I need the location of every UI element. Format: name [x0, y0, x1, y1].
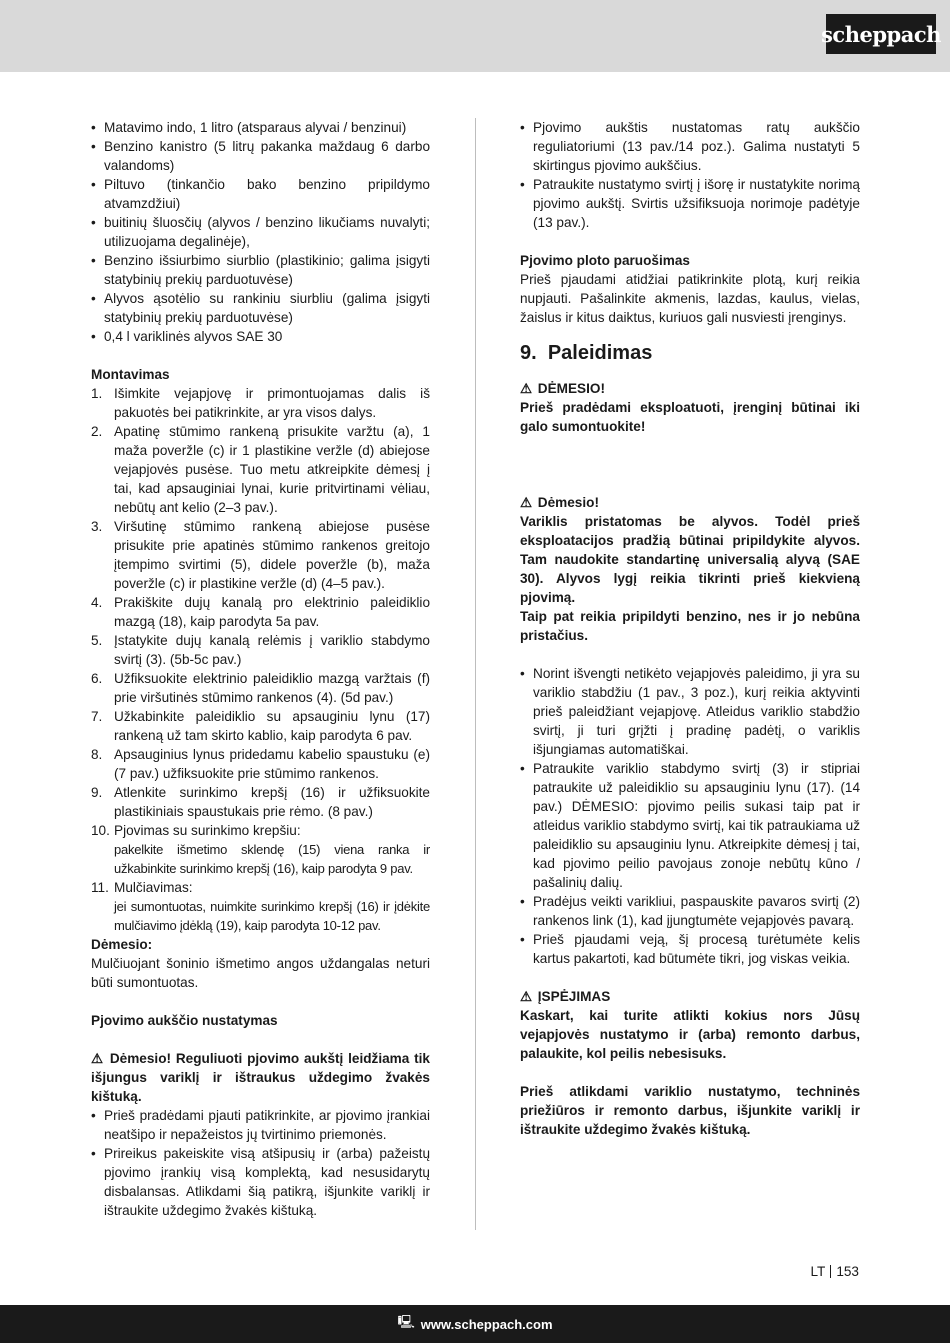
list-item: • Matavimo indo, 1 litro (atsparaus alyvai / benzinui) [91, 118, 430, 137]
list-item: • Piltuvo (tinkančio bako benzino pripildymo atvamzdžiui) [91, 175, 430, 213]
step-subtext: jei sumontuotas, nuimkite surinkimo krepšį (16) ir įdėkite mulčiavimo įdėklą (19), kaip parodyta 10-12 pav. [114, 899, 430, 933]
list-item [91, 783, 430, 821]
list-item: • Prireikus pakeiskite visą atšipusių ir (arba) pažeistų pjovimo įrankių visą komplektą, kad nesusidarytų disbalansas. Atlikdami šią patikrą, išjunkite variklį ir ištraukite uždegimo žvakės kištuką. [91, 1144, 430, 1220]
list-item [91, 422, 430, 517]
step-text: Apatinę stūmimo rankeną prisukite varžtu (a), 1 maža poveržle (c) ir 1 plastikine veržle (d) abiejose vejapjovės pusėse. Tuo metu atkreipkite dėmesį į tai, kad apsauginiai lynai, kurie pritvirtinami vėliau, nebūtų ant kelio (2–3 pav.). [114, 424, 430, 515]
page-footer [0, 1305, 950, 1343]
page-number-separator [830, 1265, 831, 1278]
step-text: Įstatykite dujų kanalą relėmis į variklio stabdymo svirtį (3). (5b-5c pav.) [114, 633, 430, 667]
step-text: Viršutinę stūmimo rankeną abiejose pusėse prisukite prie apatinės stūmimo rankenos greitojo įtempimo svirtimi (5), didele poveržle (b), maža poveržle (c) ir plastikine veržle (d) (4–5 pav.). [114, 519, 430, 591]
list-item [91, 669, 430, 707]
demesio-text: Mulčiuojant šoninio išmetimo angos uždangalas neturi būti sumontuotas. [91, 956, 430, 990]
warning-1-text: Prieš pradėdami eksploatuoti, įrenginį būtinai iki galo sumontuokite! [520, 400, 860, 434]
scheppach-logo [821, 14, 941, 54]
language-code: LT [810, 1264, 826, 1279]
warning-1-title-text: DĖMESIO! [537, 381, 605, 396]
height-warning-text: Dėmesio! Reguliuoti pjovimo aukštį leidžiama tik išjungus variklį ir ištraukus uždegimo žvakės kištuką. [91, 1051, 430, 1104]
step-number: 6. [91, 671, 103, 686]
step-text: Mulčiavimas: [114, 880, 193, 895]
step-number: 5. [91, 633, 103, 648]
step-text: Pjovimas su surinkimo krepšiu: [114, 823, 301, 838]
warning-icon: ⚠ [520, 989, 533, 1004]
warning-2-text: Variklis pristatomas be alyvos. Todėl prieš eksploatacijos pradžią būtinai pripildykite alyvos. Tam naudokite standartinę universalią alyvą (SAE 30). Alyvos lygį reikia tikrinti prieš kiekvieną pjovimą. [520, 514, 860, 605]
step-number: 3. [91, 519, 103, 534]
height-warning [91, 1049, 430, 1106]
step-text: Užfiksuokite elektrinio paleidiklio mazgą varžtais (f) prie viršutinės stūmimo rankenos (4). (5d pav.) [114, 671, 430, 705]
list-item [91, 707, 430, 745]
step-number: 8. [91, 747, 103, 762]
list-item: • Alyvos ąsotėlio su rankiniu siurbliu (galima įsigyti statybinių prekių parduotuvėse) [91, 289, 430, 327]
list-item: • Patraukite nustatymo svirtį į išorę ir nustatykite norimą pjovimo aukštį. Svirtis užsifiksuoja norimoje padėtyje (13 pav.). [520, 175, 860, 232]
list-item: • Pradėjus veikti varikliui, paspauskite pavaros svirtį (2) rankenos link (1), kad įjungtumėte vejapjovės pavarą. [520, 892, 860, 930]
logo-text: scheppach [821, 21, 941, 47]
step-number: 2. [91, 424, 103, 439]
step-number: 7. [91, 709, 103, 724]
list-item: • Benzino išsiurbimo siurblio (plastikinio; galima įsigyti statybinių prekių parduotuvėse) [91, 251, 430, 289]
assembly-steps [91, 384, 430, 935]
step-number: 9. [91, 785, 103, 800]
list-item [91, 878, 430, 935]
list-item: • Prieš pradėdami pjauti patikrinkite, ar pjovimo įrankiai neatšipo ir nepažeistos jų tvirtinimo priemonės. [91, 1106, 430, 1144]
page-number [810, 1264, 859, 1279]
left-column [91, 118, 430, 1220]
warning-3-text: Kaskart, kai turite atlikti kokius nors Jūsų vejapjovės nustatymo ir (arba) remonto darbus, palaukite, kol peilis nebesisuks. [520, 1008, 860, 1061]
startup-list [520, 664, 860, 968]
list-item: • Norint išvengti netikėto vejapjovės paleidimo, ji yra su variklio stabdžiu (1 pav., 3 poz.), kurį reikia aktyvinti prieš paleidžiant vejapjovę. Atleidus variklio stabdžio svirtį, ji turi grįžti į pradinę padėtį, o variklis išjungiamas automatiškai. [520, 664, 860, 759]
area-prep-heading: Pjovimo ploto paruošimas [520, 253, 690, 268]
right-column [520, 118, 860, 1139]
warning-icon: ⚠ [91, 1051, 104, 1066]
list-item: • Prieš pjaudami veją, šį procesą turėtumėte kelis kartus pakartoti, kad būtumėte tikri, jog viskas veikia. [520, 930, 860, 968]
page-number-value: 153 [836, 1264, 859, 1279]
height-list [91, 1106, 430, 1220]
height-adjust-list [520, 118, 860, 232]
list-item [91, 384, 430, 422]
cutting-height-heading: Pjovimo aukščio nustatymas [91, 1013, 278, 1028]
list-item [91, 631, 430, 669]
step-text: Užkabinkite paleidiklio su apsauginiu lynu (17) rankeną už tam skirto kablio, kaip parodyta 6 pav. [114, 709, 430, 743]
final-warning-text: Prieš atlikdami variklio nustatymo, techninės priežiūros ir remonto darbus, išjunkite variklį ir ištraukite uždegimo žvakės kištuką. [520, 1084, 860, 1137]
website-link[interactable]: www.scheppach.com [420, 1316, 553, 1332]
demesio-label: Dėmesio: [91, 937, 153, 952]
step-text: Apsauginius lynus pridedamu kabelio spaustuku (e) (7 pav.) užfiksuokite prie stūmimo rankenos. [114, 747, 430, 781]
step-number: 11. [91, 880, 109, 895]
column-divider [475, 118, 476, 1230]
warning-2-title [520, 493, 860, 512]
list-item: • Benzino kanistro (5 litrų pakanka maždaug 6 darbo valandoms) [91, 137, 430, 175]
equipment-list [91, 118, 430, 346]
list-item: • 0,4 l variklinės alyvos SAE 30 [91, 327, 430, 346]
warning-3-title-text: ĮSPĖJIMAS [537, 989, 611, 1004]
warning-icon: ⚠ [520, 495, 533, 510]
warning-icon: ⚠ [520, 381, 533, 396]
list-item: • Pjovimo aukštis nustatomas ratų aukščio reguliatoriumi (13 pav./14 poz.). Galima nustatyti 5 skirtingus pjovimo aukščius. [520, 118, 860, 175]
monitor-icon: 🖳 [397, 1314, 415, 1329]
step-number: 4. [91, 595, 103, 610]
warning-2-title-text: Dėmesio! [537, 495, 599, 510]
page-header [0, 0, 950, 72]
step-text: Atlenkite surinkimo krepšį (16) ir užfiksuokite plastikiniais spaustukais prie rėmo. (8 pav.) [114, 785, 430, 819]
warning-1-title [520, 379, 860, 398]
warning-3-title [520, 987, 860, 1006]
section-heading [520, 341, 860, 365]
list-item [91, 745, 430, 783]
section-title: Paleidimas [547, 342, 653, 364]
list-item: • Patraukite variklio stabdymo svirtį (3) ir stipriai patraukite už paleidiklio su apsauginiu lynu (17). (14 pav.) DĖMESIO: pjovimo peilis sukasi taip pat ir atleidus variklio stabdymo svirtį, kai tik patraukiama už paleidiklio su apsauginiu lynu. Atkreipkite dėmesį į tai, kad pjovimo peilio pavojaus zonoje nebūtų kūno / pašalinių dalių. [520, 759, 860, 892]
step-number: 10. [91, 823, 110, 838]
list-item [91, 593, 430, 631]
warning-2-text-2: Taip pat reikia pripildyti benzino, nes ir jo nebūna pristačius. [520, 609, 860, 643]
step-number: 1. [91, 386, 103, 401]
section-number: 9. [520, 342, 537, 364]
area-prep-text: Prieš pjaudami atidžiai patikrinkite plotą, kurį reikia nupjauti. Pašalinkite akmenis, lazdas, kaulus, vielas, žaislus ir kitus daiktus, kuriuos gali nusviesti įrenginys. [520, 272, 860, 325]
step-subtext: pakelkite išmetimo sklendę (15) viena ranka ir užkabinkite surinkimo krepšį (16), kaip parodyta 9 pav. [114, 842, 430, 876]
montavimas-heading: Montavimas [91, 367, 170, 382]
list-item [91, 517, 430, 593]
step-text: Prakiškite dujų kanalą pro elektrinio paleidiklio mazgą (18), kaip parodyta 5a pav. [114, 595, 430, 629]
list-item: • buitinių šluosčių (alyvos / benzino likučiams nuvalyti; utilizuojama degalinėje), [91, 213, 430, 251]
list-item [91, 821, 430, 878]
step-text: Išimkite vejapjovę ir primontuojamas dalis iš pakuotės bei patikrinkite, ar yra visos dalys. [114, 386, 430, 420]
